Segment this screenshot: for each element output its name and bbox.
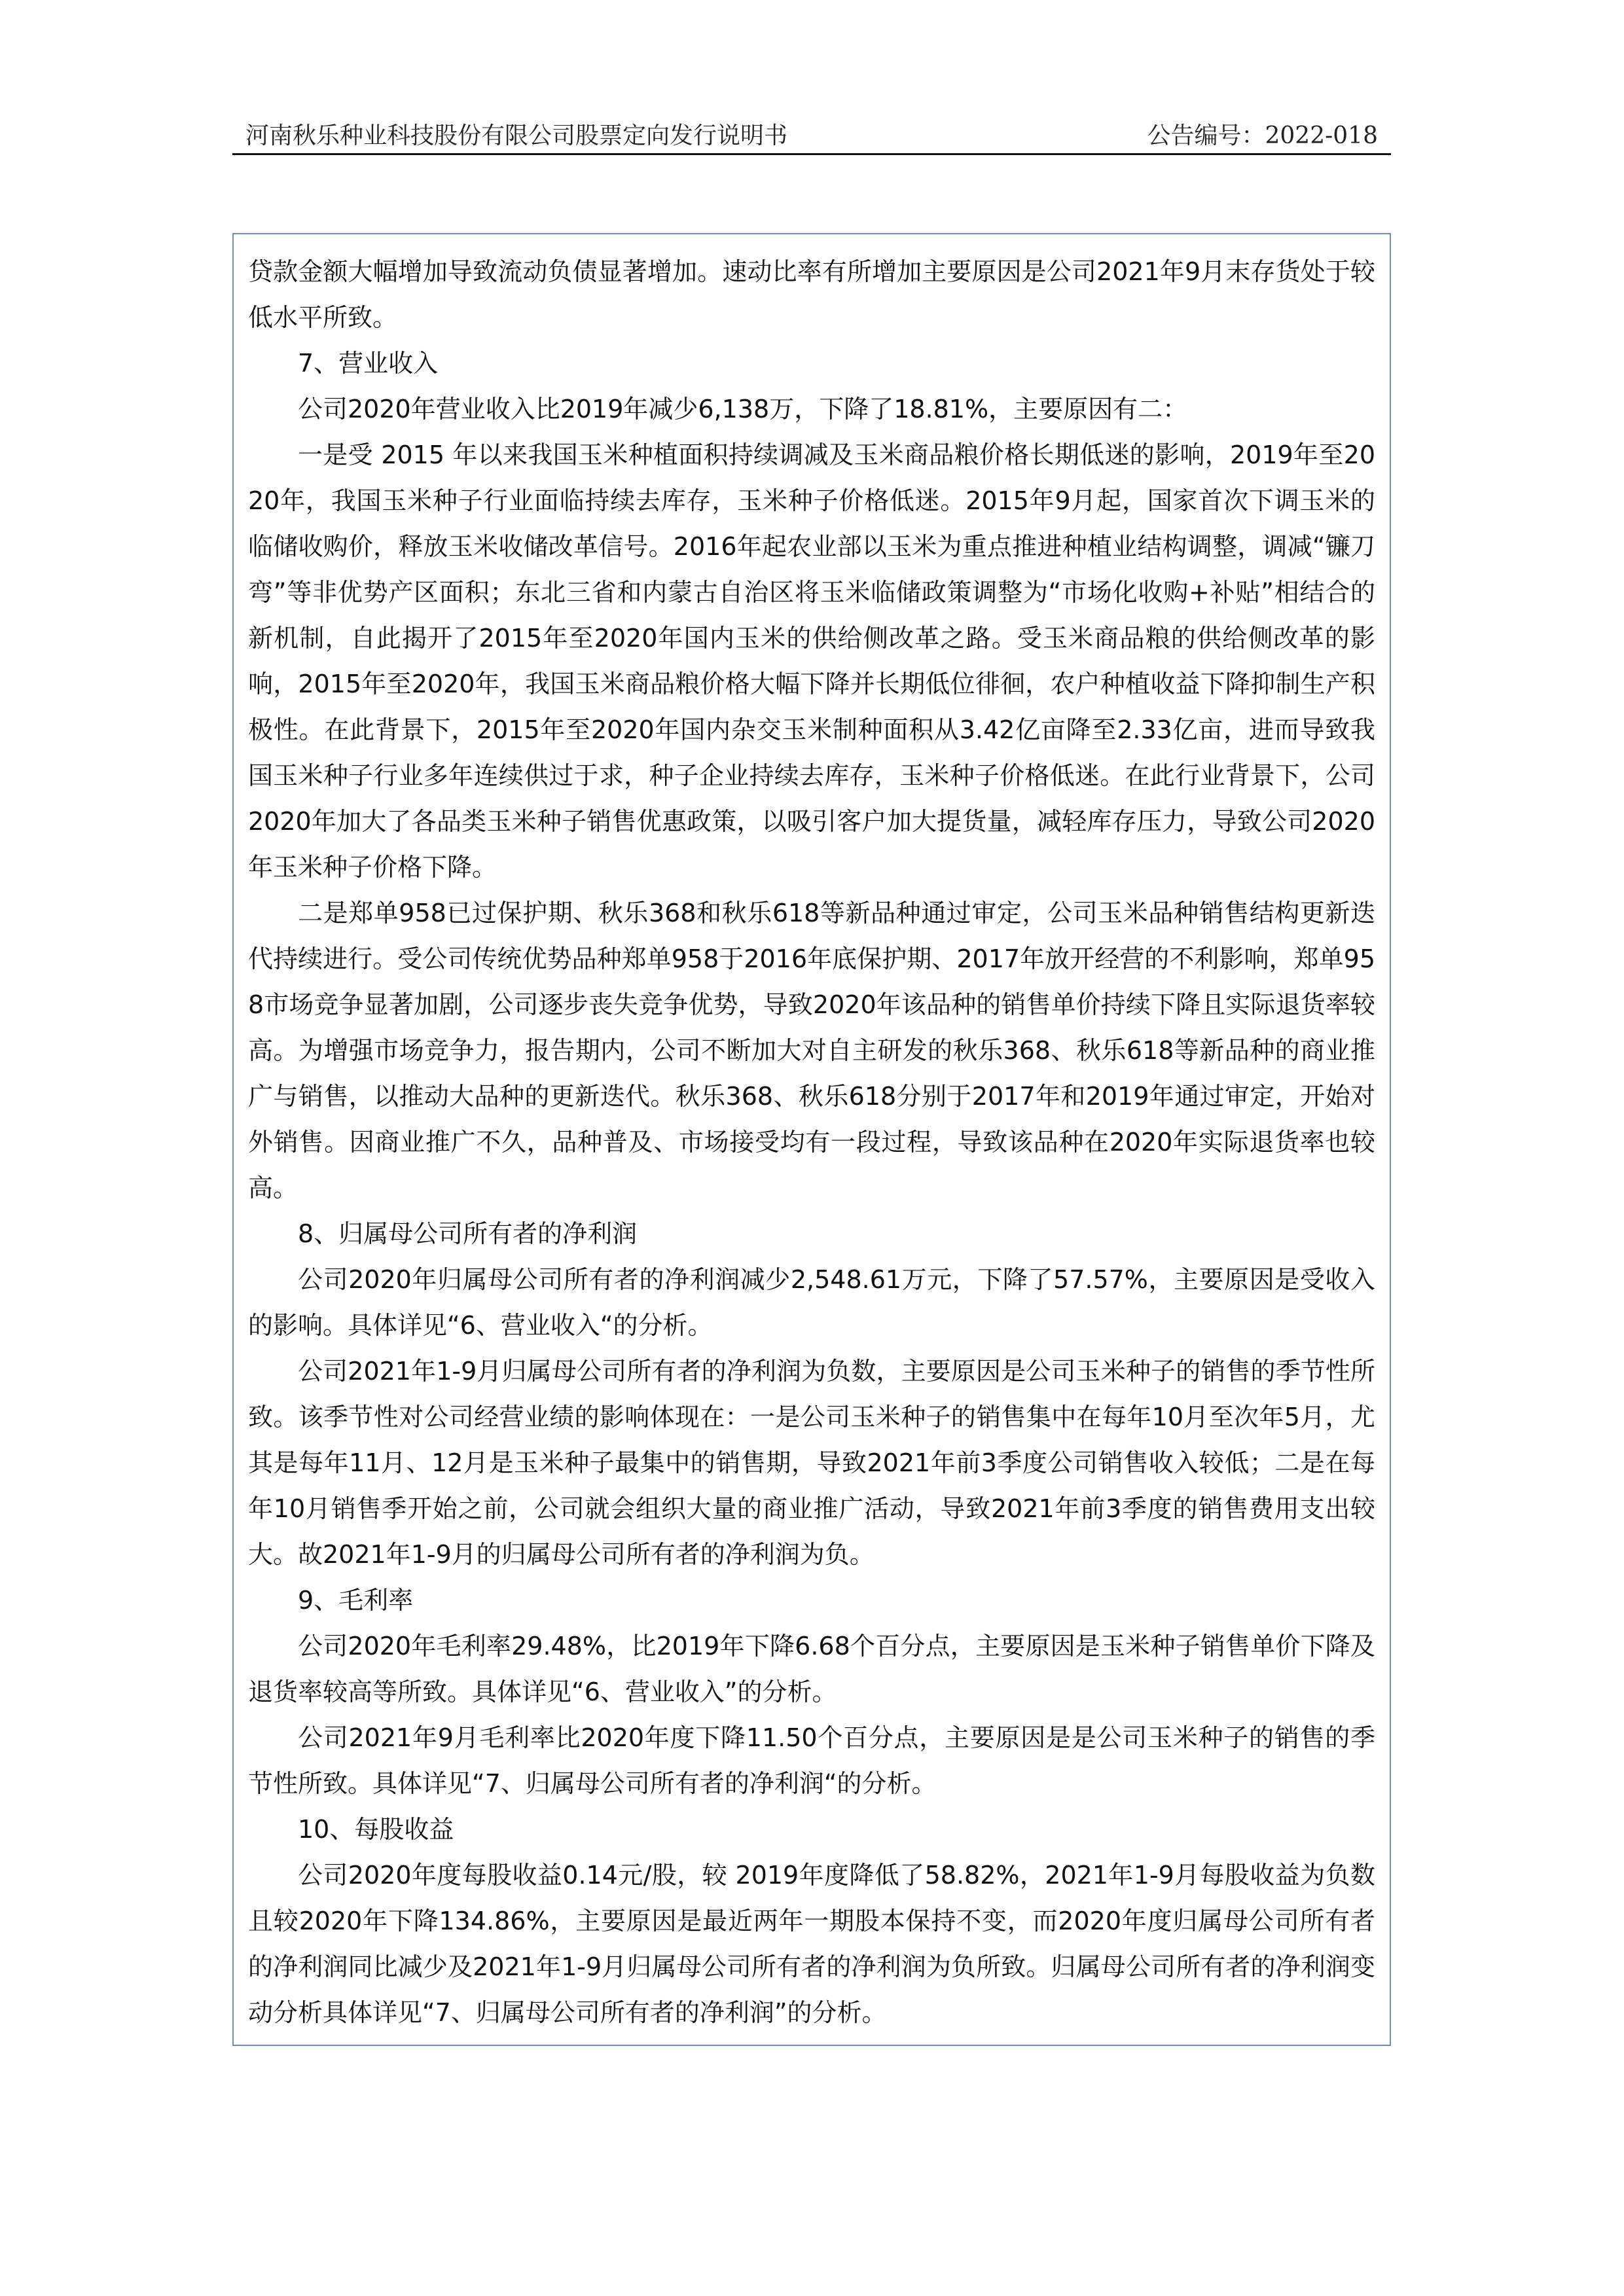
paragraph: 贷款金额大幅增加导致流动负债显著增加。速动比率有所增加主要原因是公司2021年9月末存货处于较低水平所致。 (248, 257, 1375, 332)
content-box (232, 233, 1391, 2046)
paragraph: 公司2020年度每股收益0.14元/股，较 2019年度降低了58.82%，2021年1-9月每股收益为负数且较2020年下降134.86%，主要原因是最近两年一期股本保持不变，而2020年度归属母公司所有者的净利润同比减少及2021年1-9月归属母公司所有者的净利润为负所致。归属母公司所有者的净利润变动分析具体详见“7、归属母公司所有者的净利润”的分析。 (248, 1861, 1375, 2027)
paragraph: 公司2020年毛利率29.48%，比2019年下降6.68个百分点，主要原因是玉米种子销售单价下降及退货率较高等所致。具体详见“6、营业收入”的分析。 (248, 1632, 1375, 1706)
paragraph: 公司2021年9月毛利率比2020年度下降11.50个百分点，主要原因是是公司玉米种子的销售的季节性所致。具体详见“7、归属母公司所有者的净利润“的分析。 (248, 1723, 1375, 1798)
announcement-number: 公告编号：2022-018 (1147, 122, 1378, 149)
section-heading-revenue: 7、营业收入 (298, 349, 439, 378)
section-heading-eps: 10、每股收益 (298, 1815, 454, 1844)
paragraph: 公司2021年1-9月归属母公司所有者的净利润为负数，主要原因是公司玉米种子的销售的季节性所致。该季节性对公司经营业绩的影响体现在：一是公司玉米种子的销售集中在每年10月至次年5月，尤其是每年11月、12月是玉米种子最集中的销售期，导致2021年前3季度公司销售收入较低；二是在每年10月销售季开始之前，公司就会组织大量的商业推广活动，导致2021年前3季度的销售费用支出较大。故2021年1-9月的归属母公司所有者的净利润为负。 (248, 1357, 1375, 1569)
paragraph: 二是郑单958已过保护期、秋乐368和秋乐618等新品种通过审定，公司玉米品种销售结构更新迭代持续进行。受公司传统优势品种郑单958于2016年底保护期、2017年放开经营的不利影响，郑单958市场竞争显著加剧，公司逐步丧失竞争优势，导致2020年该品种的销售单价持续下降且实际退货率较高。为增强市场竞争力，报告期内，公司不断加大对自主研发的秋乐368、秋乐618等新品种的商业推广与销售，以推动大品种的更新迭代。秋乐368、秋乐618分别于2017年和2019年通过审定，开始对外销售。因商业推广不久，品种普及、市场接受均有一段过程，导致该品种在2020年实际退货率也较高。 (248, 899, 1375, 1202)
paragraph: 公司2020年营业收入比2019年减少6,138万，下降了18.81%，主要原因有二： (298, 395, 1188, 423)
section-heading-gross-margin: 9、毛利率 (298, 1586, 414, 1615)
section-heading-net-profit: 8、归属母公司所有者的净利润 (298, 1219, 638, 1248)
paragraph: 一是受 2015 年以来我国玉米种植面积持续调减及玉米商品粮价格长期低迷的影响，2019年至2020年，我国玉米种子行业面临持续去库存，玉米种子价格低迷。2015年9月起，国家首次下调玉米的临储收购价，释放玉米收储改革信号。2016年起农业部以玉米为重点推进种植业结构调整，调减“镰刀弯”等非优势产区面积；东北三省和内蒙古自治区将玉米临储政策调整为“市场化收购+补贴”相结合的新机制，自此揭开了2015年至2020年国内玉米的供给侧改革之路。受玉米商品粮的供给侧改革的影响，2015年至2020年，我国玉米商品粮价格大幅下降并长期低位徘徊，农户种植收益下降抑制生产积极性。在此背景下，2015年至2020年国内杂交玉米制种面积从3.42亿亩降至2.33亿亩，进而导致我国玉米种子行业多年连续供过于求，种子企业持续去库存，玉米种子价格低迷。在此行业背景下，公司2020年加大了各品类玉米种子销售优惠政策，以吸引客户加大提货量，减轻库存压力，导致公司2020年玉米种子价格下降。 (248, 440, 1375, 882)
paragraph: 公司2020年归属母公司所有者的净利润减少2,548.61万元，下降了57.57%，主要原因是受收入的影响。具体详见“6、营业收入“的分析。 (248, 1265, 1375, 1340)
header-divider (232, 153, 1391, 155)
document-title: 河南秋乐种业科技股份有限公司股票定向发行说明书 (245, 122, 788, 149)
page-header (232, 111, 1391, 157)
